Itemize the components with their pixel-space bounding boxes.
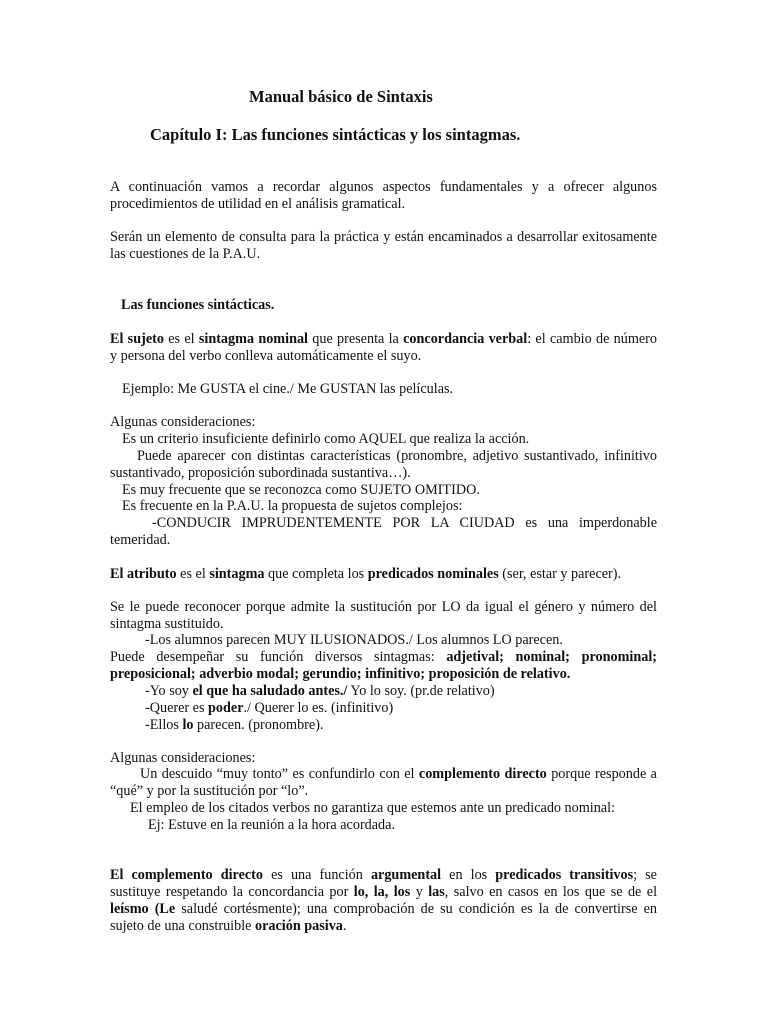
intro-paragraph-1: A continuación vamos a recordar algunos aspectos fundamentales y a ofrecer algunos procedimientos de utilidad en el análisis gramatical. <box>110 179 657 212</box>
intro-paragraph-2: Serán un elemento de consulta para la práctica y están encaminados a desarrollar exitosamente las cuestiones de la P.A.U. <box>110 229 657 262</box>
atributo-example-2: -Yo soy el que ha saludado antes./ Yo lo soy. (pr.de relativo) <box>145 683 495 699</box>
atributo-consideration-3: Ej: Estuve en la reunión a la hora acordada. <box>148 817 395 833</box>
atributo-consideration-2: El empleo de los citados verbos no garantiza que estemos ante un predicado nominal: <box>130 800 615 816</box>
atributo-considerations-title: Algunas consideraciones: <box>110 750 256 766</box>
cd-definition: El complemento directo es una función argumental en los predicados transitivos; se sustituye respetando la concordancia por lo, la, los y las, salvo en casos en los que se de el leísmo (Le saludé cortésmente); una comprobación de su condición es la de convertirse en sujeto de una construible oración pasiva. <box>110 867 658 934</box>
sujeto-consideration-1: Es un criterio insuficiente definirlo como AQUEL que realiza la acción. <box>122 431 530 447</box>
atributo-example-1: -Los alumnos parecen MUY ILUSIONADOS./ Los alumnos LO parecen. <box>145 632 563 648</box>
sujeto-consideration-4: Es frecuente en la P.A.U. la propuesta de sujetos complejos: <box>122 498 463 514</box>
sujeto-consideration-2: Puede aparecer con distintas características (pronombre, adjetivo sustantivado, infinitivo sustantivado, proposición subordinada sustantiva…). <box>110 448 657 481</box>
atributo-definition: El atributo es el sintagma que completa los predicados nominales (ser, estar y parecer). <box>110 566 622 582</box>
atributo-example-4: -Ellos lo parecen. (pronombre). <box>145 717 324 733</box>
sujeto-definition: El sujeto es el sintagma nominal que presenta la concordancia verbal: el cambio de número y persona del verbo conlleva automáticamente el suyo. <box>110 331 658 364</box>
sujeto-example: Ejemplo: Me GUSTA el cine./ Me GUSTAN las películas. <box>122 381 454 397</box>
sujeto-considerations-title: Algunas consideraciones: <box>110 414 256 430</box>
chapter-title: Capítulo I: Las funciones sintácticas y los sintagmas. <box>150 125 521 144</box>
document-title: Manual básico de Sintaxis <box>249 87 433 106</box>
sujeto-consideration-3: Es muy frecuente que se reconozca como SUJETO OMITIDO. <box>122 482 480 498</box>
section-heading: Las funciones sintácticas. <box>121 297 275 313</box>
sujeto-complex-example: -CONDUCIR IMPRUDENTEMENTE POR LA CIUDAD es una imperdonable temeridad. <box>110 515 657 548</box>
atributo-substitution: Se le puede reconocer porque admite la sustitución por LO da igual el género y número del sintagma sustituido. <box>110 599 657 632</box>
atributo-syntagms: Puede desempeñar su función diversos sintagmas: adjetival; nominal; pronominal; preposicional; adverbio modal; gerundio; infinitivo; proposición de relativo. <box>110 649 657 682</box>
atributo-example-3: -Querer es poder./ Querer lo es. (infinitivo) <box>145 700 394 716</box>
atributo-consideration-1: Un descuido “muy tonto” es confundirlo con el complemento directo porque responde a “qué” y por la sustitución por “lo”. <box>110 766 657 799</box>
